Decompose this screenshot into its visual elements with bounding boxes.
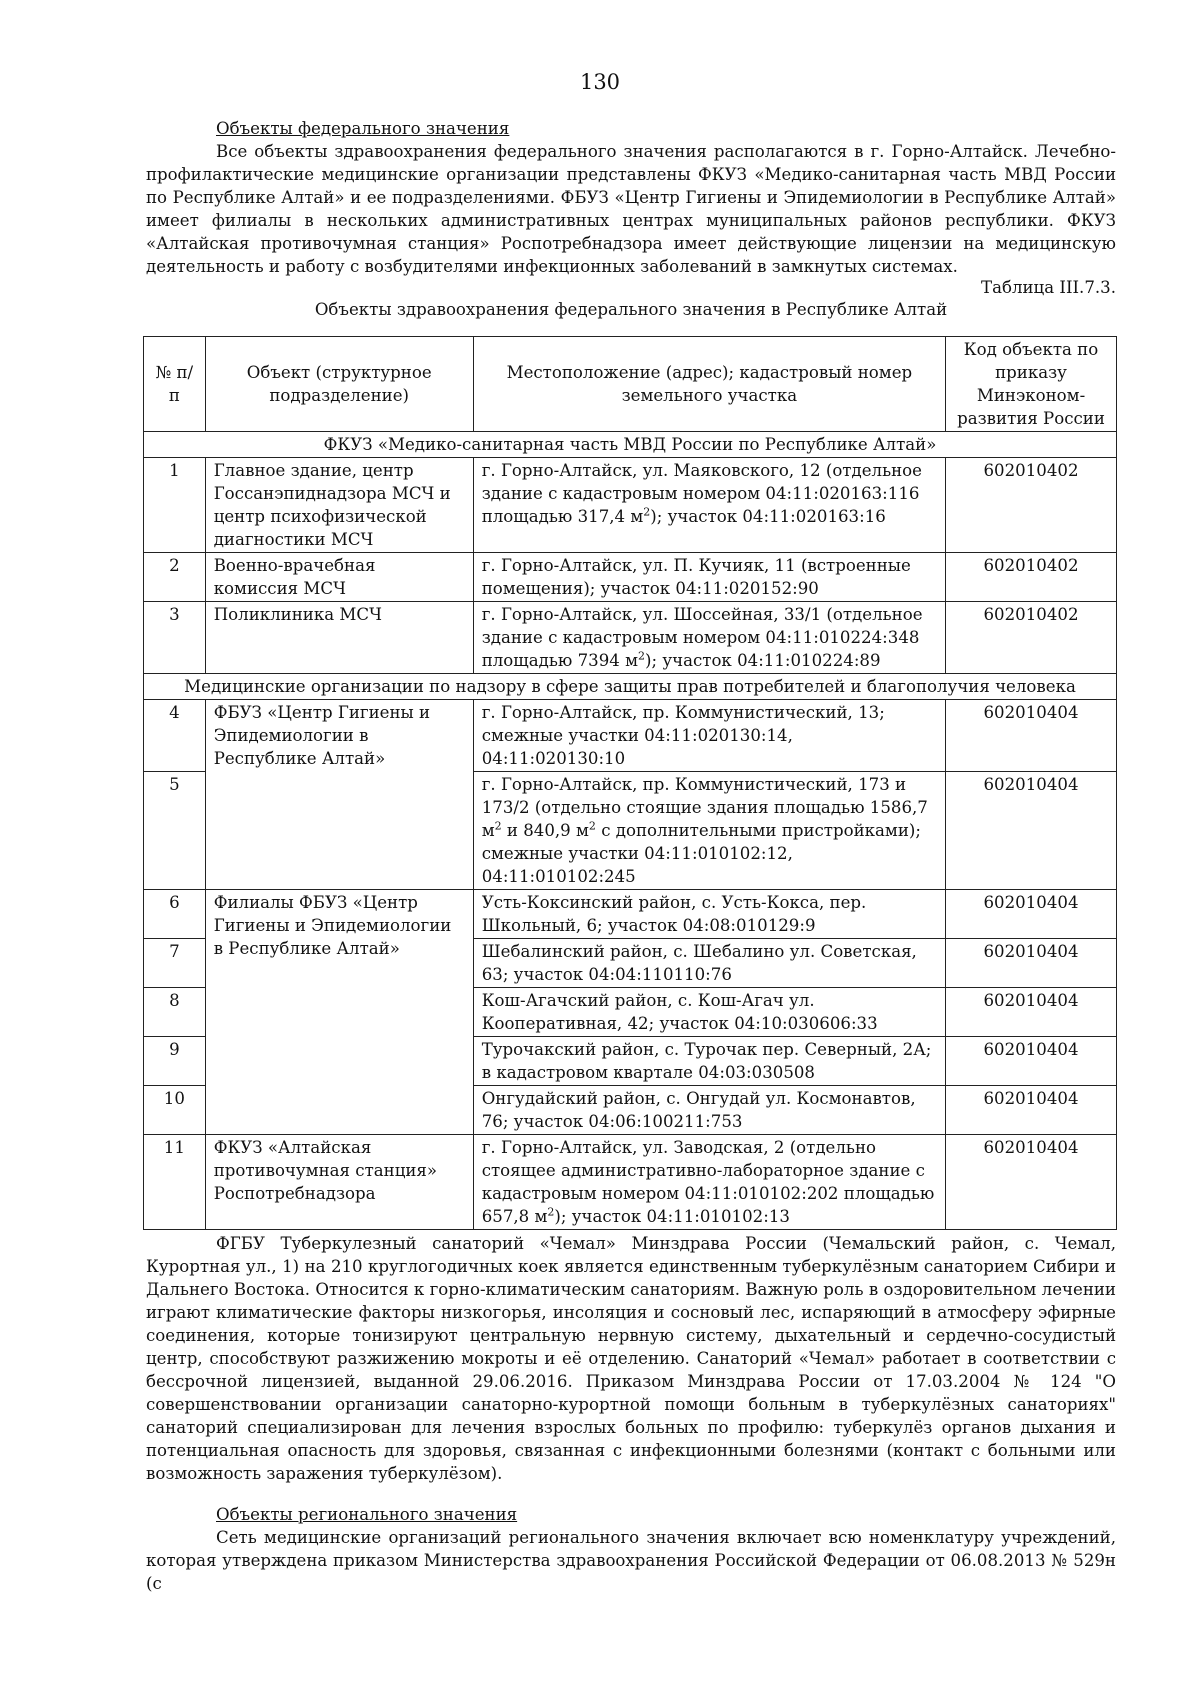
row-number: 2 [144, 553, 206, 602]
code-cell: 602010402 [946, 458, 1117, 553]
row-number: 3 [144, 602, 206, 674]
location-cell: г. Горно-Алтайск, пр. Коммунистический, 13; смежные участки 04:11:020130:14, 04:11:020130:10 [473, 700, 945, 772]
table-row [144, 458, 1117, 553]
header-location: Местоположение (адрес); кадастровый номер земельного участка [473, 337, 945, 432]
sanatorium-paragraph: ФГБУ Туберкулезный санаторий «Чемал» Минздрава России (Чемальский район, с. Чемал, Курортная ул., 1) на 210 круглогодичных коек является единственным туберкулёзным санаторием Сибири и Дальнего Востока. Относится к горно-климатическим санаториям. Важную роль в оздоровительном лечении играют климатические факторы низкогорья, инсоляция и сосновый лес, испаряющий в атмосферу эфирные соединения, которые тонизируют центральную нервную систему, дыхательный и сердечно-сосудистый центр, способствуют разжижению мокроты и её отделению. Санаторий «Чемал» работает в соответствии с бессрочной лицензией, выданной 29.06.2016. Приказом Минздрава России от 17.03.2004 № 124 "О совершенствовании организации санаторно-курортной помощи больным в туберкулёзных санаториях" санаторий специализирован для лечения взрослых больных по профилю: туберкулёз органов дыхания и потенциальная опасность для здоровья, связанная с инфекционными болезнями (контакт с больными или возможность заражения туберкулёзом). [146, 1234, 1116, 1483]
code-cell: 602010404 [946, 1086, 1117, 1135]
header-code: Код объекта по приказу Минэконом-развития России [946, 337, 1117, 432]
location-cell: г. Горно-Алтайск, ул. П. Кучияк, 11 (встроенные помещения); участок 04:11:020152:90 [473, 553, 945, 602]
row-number: 7 [144, 939, 206, 988]
object-cell: Главное здание, центр Госсанэпиднадзора МСЧ и центр психофизической диагностики МСЧ [205, 458, 473, 553]
location-cell: Турочакский район, с. Турочак пер. Северный, 2А; в кадастровом квартале 04:03:030508 [473, 1037, 945, 1086]
location-cell: Кош-Агачский район, с. Кош-Агач ул. Кооперативная, 42; участок 04:10:030606:33 [473, 988, 945, 1037]
row-number: 5 [144, 772, 206, 890]
location-cell: Онгудайский район, с. Онгудай ул. Космонавтов, 76; участок 04:06:100211:753 [473, 1086, 945, 1135]
sanatorium-block [146, 1232, 1116, 1485]
regional-paragraph: Сеть медицинские организаций регионального значения включает всю номенклатуру учреждений, которая утверждена приказом Министерства здравоохранения Российской Федерации от 06.08.2013 № 529н (с [146, 1528, 1116, 1593]
code-cell: 602010404 [946, 772, 1117, 890]
code-cell: 602010404 [946, 1037, 1117, 1086]
federal-healthcare-table [143, 336, 1117, 1230]
location-cell: Усть-Коксинский район, с. Усть-Кокса, пер. Школьный, 6; участок 04:08:010129:9 [473, 890, 945, 939]
object-cell: ФКУЗ «Алтайская противочумная станция» Роспотребнадзора [205, 1135, 473, 1230]
location-cell: г. Горно-Алтайск, ул. Маяковского, 12 (отдельное здание с кадастровым номером 04:11:020163:116 площадью 317,4 $м^2$); участок 04:11:020163:16 [473, 458, 945, 553]
location-cell: Шебалинский район, с. Шебалино ул. Советская, 63; участок 04:04:110110:76 [473, 939, 945, 988]
row-number: 10 [144, 1086, 206, 1135]
table-label: Таблица III.7.3. [981, 278, 1116, 297]
header-number: № п/п [144, 337, 206, 432]
section-title: ФКУЗ «Медико-санитарная часть МВД России по Республике Алтай» [144, 432, 1117, 458]
object-cell: Военно-врачебная комиссия МСЧ [205, 553, 473, 602]
table-header-row [144, 337, 1117, 432]
table-row [144, 890, 1117, 939]
row-number: 11 [144, 1135, 206, 1230]
code-cell: 602010402 [946, 553, 1117, 602]
object-cell: Поликлиника МСЧ [205, 602, 473, 674]
code-cell: 602010404 [946, 700, 1117, 772]
header-object: Объект (структурное подразделение) [205, 337, 473, 432]
location-cell: г. Горно-Алтайск, ул. Заводская, 2 (отдельно стоящее административно-лабораторное здание с кадастровым номером 04:11:010102:202 площадью 657,8 $м^2$); участок 04:11:010102:13 [473, 1135, 945, 1230]
object-cell: Филиалы ФБУЗ «Центр Гигиены и Эпидемиологии в Республике Алтай» [205, 890, 473, 1135]
code-cell: 602010404 [946, 988, 1117, 1037]
row-number: 9 [144, 1037, 206, 1086]
regional-objects-heading: Объекты регионального значения [216, 1505, 518, 1524]
code-cell: 602010402 [946, 602, 1117, 674]
intro-paragraph: Все объекты здравоохранения федерального значения располагаются в г. Горно-Алтайск. Лечебно-профилактические медицинские организации представлены ФКУЗ «Медико-санитарная часть МВД России по Республике Алтай» и ее подразделениями. ФБУЗ «Центр Гигиены и Эпидемиологии в Республике Алтай» имеет филиалы в нескольких административных центрах муниципальных районов республики. ФКУЗ «Алтайская противочумная станция» Роспотребнадзора имеет действующие лицензии на медицинскую деятельность и работу с возбудителями инфекционных заболеваний в замкнутых системах. [146, 142, 1116, 276]
table-row [144, 700, 1117, 772]
location-cell: г. Горно-Алтайск, ул. Шоссейная, 33/1 (отдельное здание с кадастровым номером 04:11:010224:348 площадью 7394 $м^2$); участок 04:11:010224:89 [473, 602, 945, 674]
location-cell: г. Горно-Алтайск, пр. Коммунистический, 173 и 173/2 (отдельно стоящие здания площадью 1586,7 $м^2$ и 840,9 $м^2$ с дополнительными пристройками); смежные участки 04:11:010102:12, 04:11:010102:245 [473, 772, 945, 890]
table-row [144, 1135, 1117, 1230]
section-row [144, 432, 1117, 458]
row-number: 8 [144, 988, 206, 1037]
page-number: 130 [579, 70, 621, 94]
regional-block [146, 1503, 1116, 1595]
table-row [144, 553, 1117, 602]
code-cell: 602010404 [946, 1135, 1117, 1230]
object-cell: ФБУЗ «Центр Гигиены и Эпидемиологии в Республике Алтай» [205, 700, 473, 890]
intro-block [146, 117, 1116, 278]
table-title: Объекты здравоохранения федерального значения в Республике Алтай [314, 300, 948, 319]
federal-objects-heading: Объекты федерального значения [216, 119, 510, 138]
row-number: 6 [144, 890, 206, 939]
code-cell: 602010404 [946, 939, 1117, 988]
section-title: Медицинские организации по надзору в сфере защиты прав потребителей и благополучия человека [144, 674, 1117, 700]
table-row [144, 602, 1117, 674]
row-number: 4 [144, 700, 206, 772]
row-number: 1 [144, 458, 206, 553]
code-cell: 602010404 [946, 890, 1117, 939]
section-row [144, 674, 1117, 700]
